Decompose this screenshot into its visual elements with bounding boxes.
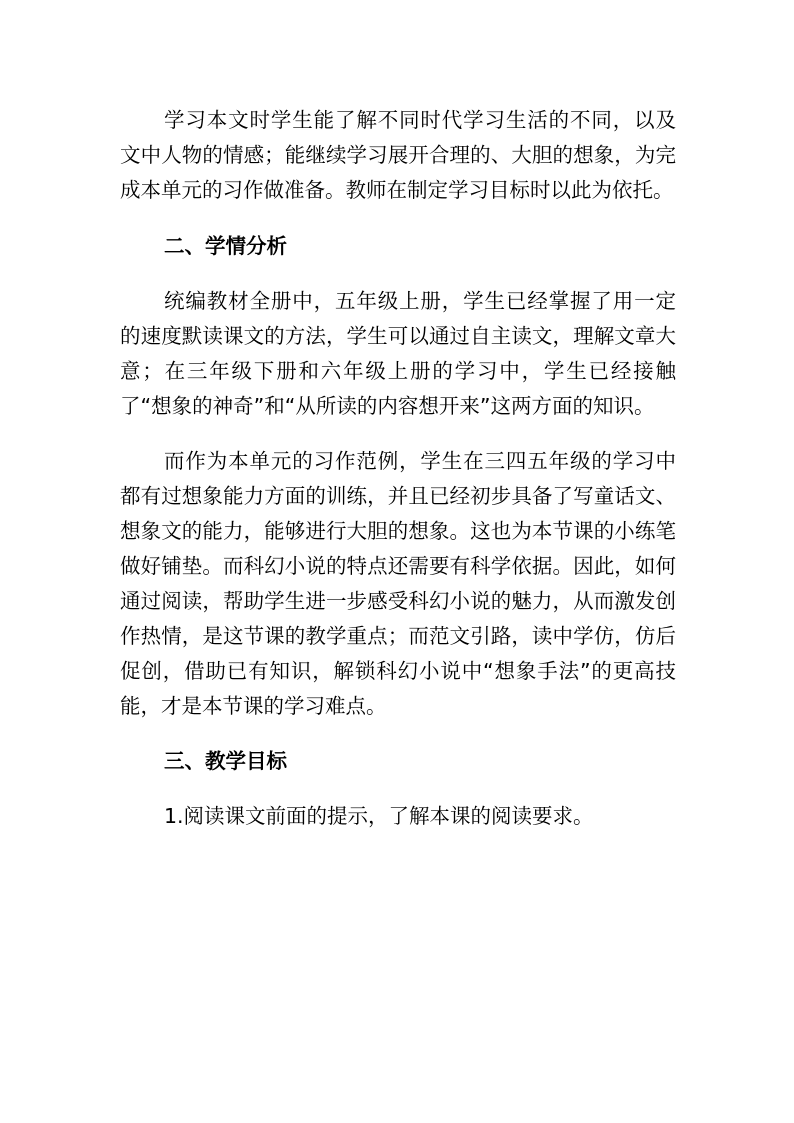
- section-heading-student-analysis: 二、学情分析: [164, 234, 287, 258]
- section-heading-teaching-objectives: 三、教学目标: [164, 749, 287, 773]
- document-body: [120, 103, 676, 834]
- paragraph-learning-goals-basis: 学习本文时学生能了解不同时代学习生活的不同，以及文中人物的情感；能继续学习展开合理的、大胆的想象，为完成本单元的习作做准备。教师在制定学习目标时以此为依托。: [120, 108, 676, 202]
- paragraph-key-points-and-difficulties: 而作为本单元的习作范例，学生在三四五年级的学习中都有过想象能力方面的训练，并且已经初步具备了写童话文、想象文的能力，能够进行大胆的想象。这也为本节课的小练笔做好铺垫。而科幻小说的特点还需要有科学依据。因此，如何通过阅读，帮助学生进一步感受科幻小说的魅力，从而激发创作热情，是这节课的教学重点；而范文引路，读中学仿，仿后促创，借助已有知识，解锁科幻小说中“想象手法”的更高技能，才是本节课的学习难点。: [120, 449, 676, 718]
- paragraph-prior-knowledge: 统编教材全册中，五年级上册，学生已经掌握了用一定的速度默读课文的方法，学生可以通过自主读文，理解文章大意；在三年级下册和六年级上册的学习中，学生已经接触了“想象的神奇”和“从所读的内容想开来”这两方面的知识。: [120, 289, 676, 418]
- objective-item-1: 1.阅读课文前面的提示，了解本课的阅读要求。: [164, 804, 594, 828]
